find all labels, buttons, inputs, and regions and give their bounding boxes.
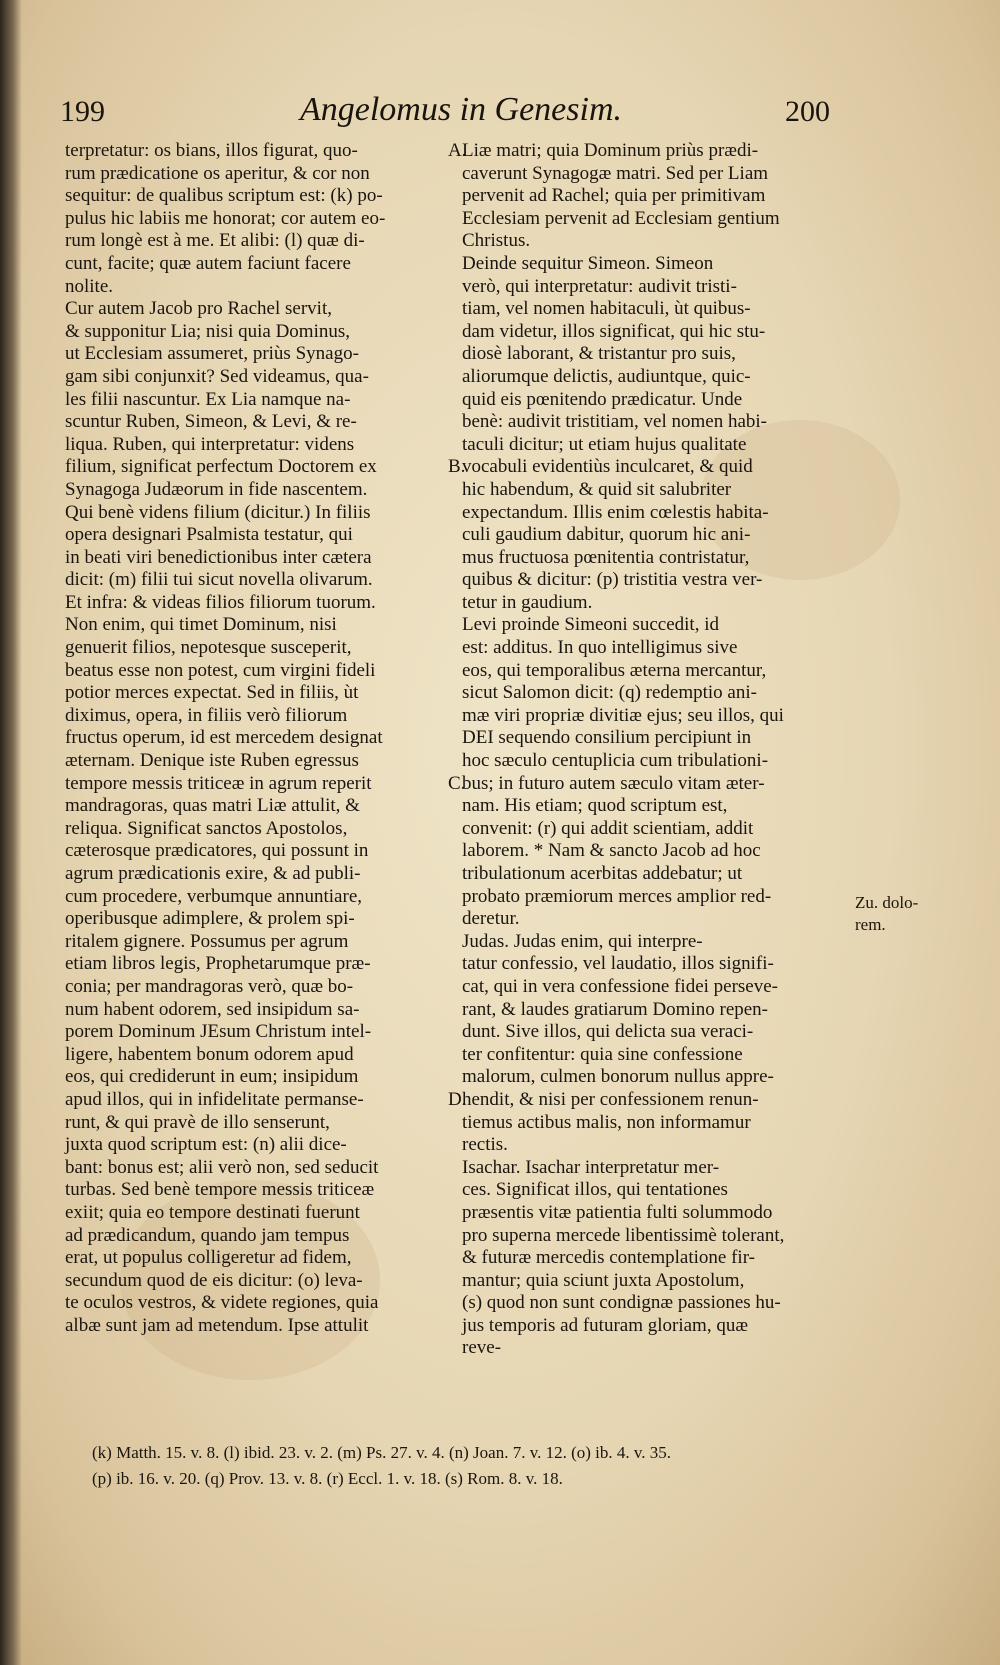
text-line: bant: bonus est; alii verò non, sed seducit <box>65 1156 379 1178</box>
text-line: ces. Significat illos, qui tentationes <box>462 1179 728 1201</box>
text-line: cat, qui in vera confessione fidei perseve- <box>462 975 779 997</box>
text-line: nolite. <box>65 275 114 297</box>
text-line: mæ viri propriæ divitiæ ejus; seu illos, qui <box>462 704 784 726</box>
text-line: caverunt Synagogæ matri. Sed per Liam <box>462 162 769 184</box>
text-line: & supponitur Lia; nisi quia Dominus, <box>65 320 350 342</box>
right-text-column <box>462 140 842 1360</box>
section-mark-c: C. <box>448 773 466 794</box>
text-line: juxta quod scriptum est: (n) alii dice- <box>65 1134 347 1156</box>
text-line: eos, qui temporalibus æterna mercantur, <box>462 659 767 681</box>
text-line: turbas. Sed benè tempore messis triticeæ <box>65 1179 375 1201</box>
text-line: etiam libros legis, Prophetarumque præ- <box>65 953 371 975</box>
text-line: DEI sequendo consilium percipiunt in <box>462 727 752 749</box>
text-line: dicit: (m) filii tui sicut novella olivarum. <box>65 569 373 591</box>
text-line: tetur in gaudium. <box>462 591 593 613</box>
text-line: te oculos vestros, & videte regiones, quia <box>65 1292 379 1314</box>
margin-note-line: rem. <box>855 915 886 934</box>
text-line: mandragoras, quas matri Liæ attulit, & <box>65 795 360 817</box>
text-line: rum prædicatione os aperitur, & cor non <box>65 162 370 184</box>
text-line: agrum prædicationis exire, & ad publi- <box>65 863 361 884</box>
text-line: vocabuli evidentiùs inculcaret, & quid <box>462 456 753 478</box>
text-line: Levi proinde Simeoni succedit, id <box>462 614 719 636</box>
text-line: erat, ut populus colligeretur ad fidem, <box>65 1247 352 1269</box>
text-line: & futuræ mercedis contemplatione fir- <box>462 1247 755 1269</box>
page-header <box>60 91 830 135</box>
margin-note-line: Zu. dolo- <box>855 893 919 912</box>
text-line: terpretatur: os bians, illos figurat, quo- <box>65 140 358 161</box>
text-line: ter confitentur: quia sine confessione <box>462 1043 743 1065</box>
text-line: hendit, & nisi per confessionem renun- <box>462 1088 759 1110</box>
text-line: Et infra: & videas filios filiorum tuorum. <box>65 591 376 613</box>
text-line: convenit: (r) qui addit scientiam, addit <box>462 817 754 839</box>
text-line: benè: audivit tristitiam, vel nomen habi- <box>462 411 767 433</box>
text-line: conia; per mandragoras verò, quæ bo- <box>65 975 354 997</box>
text-line: tempore messis triticeæ in agrum reperit <box>65 772 372 794</box>
text-line: operibusque adimplere, & prolem spi- <box>65 908 355 930</box>
text-line: Deinde sequitur Simeon. Simeon <box>462 252 714 274</box>
text-line: malorum, culmen bonorum nullus appre- <box>462 1066 774 1088</box>
text-line: ritalem gignere. Possumus per agrum <box>65 930 349 952</box>
left-text-column <box>65 140 441 1337</box>
section-mark-a: A. <box>448 140 467 161</box>
text-line: jus temporis ad futuram gloriam, quæ <box>462 1314 749 1336</box>
text-line: eos, qui crediderunt in eum; insipidum <box>65 1066 359 1088</box>
text-line: Qui benè videns filium (dicitur.) In filiis <box>65 501 371 523</box>
text-line: Liæ matri; quia Dominum priùs prædi- <box>462 140 759 161</box>
text-line: verò, qui interpretatur: audivit tristi- <box>462 275 737 297</box>
section-mark-d: D. <box>448 1089 467 1110</box>
text-line: num habent odorem, sed insipidum sa- <box>65 998 360 1020</box>
text-line: præsentis vitæ patientia fulti solummodo <box>462 1201 773 1223</box>
text-line: ad prædicandum, quando jam tempus <box>65 1224 350 1246</box>
text-line: dunt. Sive illos, qui delicta sua veraci- <box>462 1021 754 1043</box>
text-line: in beati viri benedictionibus inter cætera <box>65 546 372 568</box>
text-line: fructus operum, id est mercedem designat <box>65 727 383 749</box>
section-mark-b: B. <box>448 456 466 477</box>
text-line: tiemus actibus malis, non informamur <box>462 1111 751 1133</box>
text-line: quibus & dicitur: (p) tristitia vestra ver- <box>462 569 763 591</box>
text-line: reve- <box>462 1337 502 1359</box>
text-line: taculi dicitur; ut etiam hujus qualitate <box>462 433 747 455</box>
text-line: expectandum. Illis enim cœlestis habita- <box>462 501 769 523</box>
text-line: cum procedere, verbumque annuntiare, <box>65 885 363 907</box>
text-line: (s) quod non sunt condignæ passiones hu- <box>462 1292 781 1314</box>
text-line: est: additus. In quo intelligimus sive <box>462 637 738 659</box>
text-line: ut Ecclesiam assumeret, priùs Synago- <box>65 343 359 365</box>
text-line: pulus hic labiis me honorat; cor autem eo- <box>65 207 386 229</box>
text-line: pervenit ad Rachel; quia per primitivam <box>462 185 766 207</box>
text-line: porem Dominum JEsum Christum intel- <box>65 1021 372 1043</box>
text-line: nam. His etiam; quod scriptum est, <box>462 795 728 817</box>
text-line: cunt, facite; quæ autem faciunt facere <box>65 252 351 274</box>
margin-note <box>855 892 918 936</box>
text-line: filium, significat perfectum Doctorem ex <box>65 456 377 478</box>
text-line: exiit; quia eo tempore destinati fuerunt <box>65 1201 360 1223</box>
text-line: Non enim, qui timet Dominum, nisi <box>65 614 337 636</box>
text-line: tiam, vel nomen habitaculi, ùt quibus- <box>462 298 751 320</box>
text-line: les filii nascuntur. Ex Lia namque na- <box>65 388 351 410</box>
text-line: Isachar. Isachar interpretatur mer- <box>462 1156 720 1178</box>
text-line: rum longè est à me. Et alibi: (l) quæ di- <box>65 230 365 252</box>
text-line: secundum quod de eis dicitur: (o) leva- <box>65 1269 363 1291</box>
text-line: ligere, habentem bonum odorem apud <box>65 1043 354 1065</box>
text-line: Synagoga Judæorum in fide nascentem. <box>65 478 368 500</box>
page-number-left: 199 <box>60 95 105 128</box>
text-line: deretur. <box>462 908 520 930</box>
text-line: aliorumque delictis, audiuntque, quic- <box>462 365 751 387</box>
text-line: opera designari Psalmista testatur, qui <box>65 524 353 546</box>
text-line: probato præmiorum merces amplior red- <box>462 885 772 907</box>
text-line: potior merces expectat. Sed in filiis, ùt <box>65 682 359 704</box>
text-line: Christus. <box>462 230 531 252</box>
text-line: gam sibi conjunxit? Sed videamus, qua- <box>65 365 369 387</box>
running-title: Angelomus in Genesim. <box>300 91 623 128</box>
text-line: albæ sunt jam ad metendum. Ipse attulit <box>65 1314 369 1336</box>
text-line: runt, & qui pravè de illo senserunt, <box>65 1111 330 1133</box>
text-line: hic habendum, & quid sit salubriter <box>462 478 732 500</box>
text-line: dam videtur, illos significat, qui hic stu- <box>462 320 766 342</box>
text-line: cæterosque prædicatores, qui possunt in <box>65 840 369 862</box>
footnote-line: (k) Matth. 15. v. 8. (l) ibid. 23. v. 2. (m) Ps. 27. v. 4. (n) Joan. 7. v. 12. (o) ib. 4. v. 35. <box>92 1443 672 1462</box>
text-line: tribulationum acerbitas addebatur; ut <box>462 863 743 884</box>
text-line: tatur confessio, vel laudatio, illos signifi- <box>462 953 774 975</box>
text-line: sequitur: de qualibus scriptum est: (k) po- <box>65 185 383 207</box>
text-line: reliqua. Significat sanctos Apostolos, <box>65 817 348 839</box>
text-line: apud illos, qui in infidelitate permanse- <box>65 1088 364 1110</box>
text-line: liqua. Ruben, qui interpretatur: videns <box>65 433 355 455</box>
footnotes <box>92 1440 852 1492</box>
text-line: diosè laborant, & tristantur pro suis, <box>462 343 736 365</box>
text-line: æternam. Denique iste Ruben egressus <box>65 750 359 772</box>
text-line: scuntur Ruben, Simeon, & Levi, & re- <box>65 411 357 433</box>
text-line: pro superna mercede libentissimè tolerant, <box>462 1224 785 1246</box>
text-line: Judas. Judas enim, qui interpre- <box>462 930 703 952</box>
text-line: rectis. <box>462 1134 508 1156</box>
text-line: diximus, opera, in filiis verò filiorum <box>65 704 348 726</box>
footnote-line: (p) ib. 16. v. 20. (q) Prov. 13. v. 8. (r) Eccl. 1. v. 18. (s) Rom. 8. v. 18. <box>92 1469 563 1488</box>
text-line: sicut Salomon dicit: (q) redemptio ani- <box>462 682 757 704</box>
text-line: quid eis pœnitendo prædicatur. Unde <box>462 388 743 410</box>
book-spine-shadow <box>0 0 22 1665</box>
text-line: Ecclesiam pervenit ad Ecclesiam gentium <box>462 207 780 229</box>
text-line: beatus esse non potest, cum virgini fideli <box>65 659 376 681</box>
text-line: bus; in futuro autem sæculo vitam æter- <box>462 772 765 794</box>
text-line: Cur autem Jacob pro Rachel servit, <box>65 298 332 320</box>
page-number-right: 200 <box>785 95 830 128</box>
text-line: mus fructuosa pœnitentia contristatur, <box>462 546 750 568</box>
text-line: hoc sæculo centuplicia cum tribulationi- <box>462 750 769 772</box>
text-line: genuerit filios, nepotesque susceperit, <box>65 637 352 659</box>
text-line: laborem. * Nam & sancto Jacob ad hoc <box>462 840 761 862</box>
text-line: culi gaudium dabitur, quorum hic ani- <box>462 524 751 546</box>
text-line: mantur; quia sciunt juxta Apostolum, <box>462 1269 745 1291</box>
text-line: rant, & laudes gratiarum Domino repen- <box>462 998 769 1020</box>
